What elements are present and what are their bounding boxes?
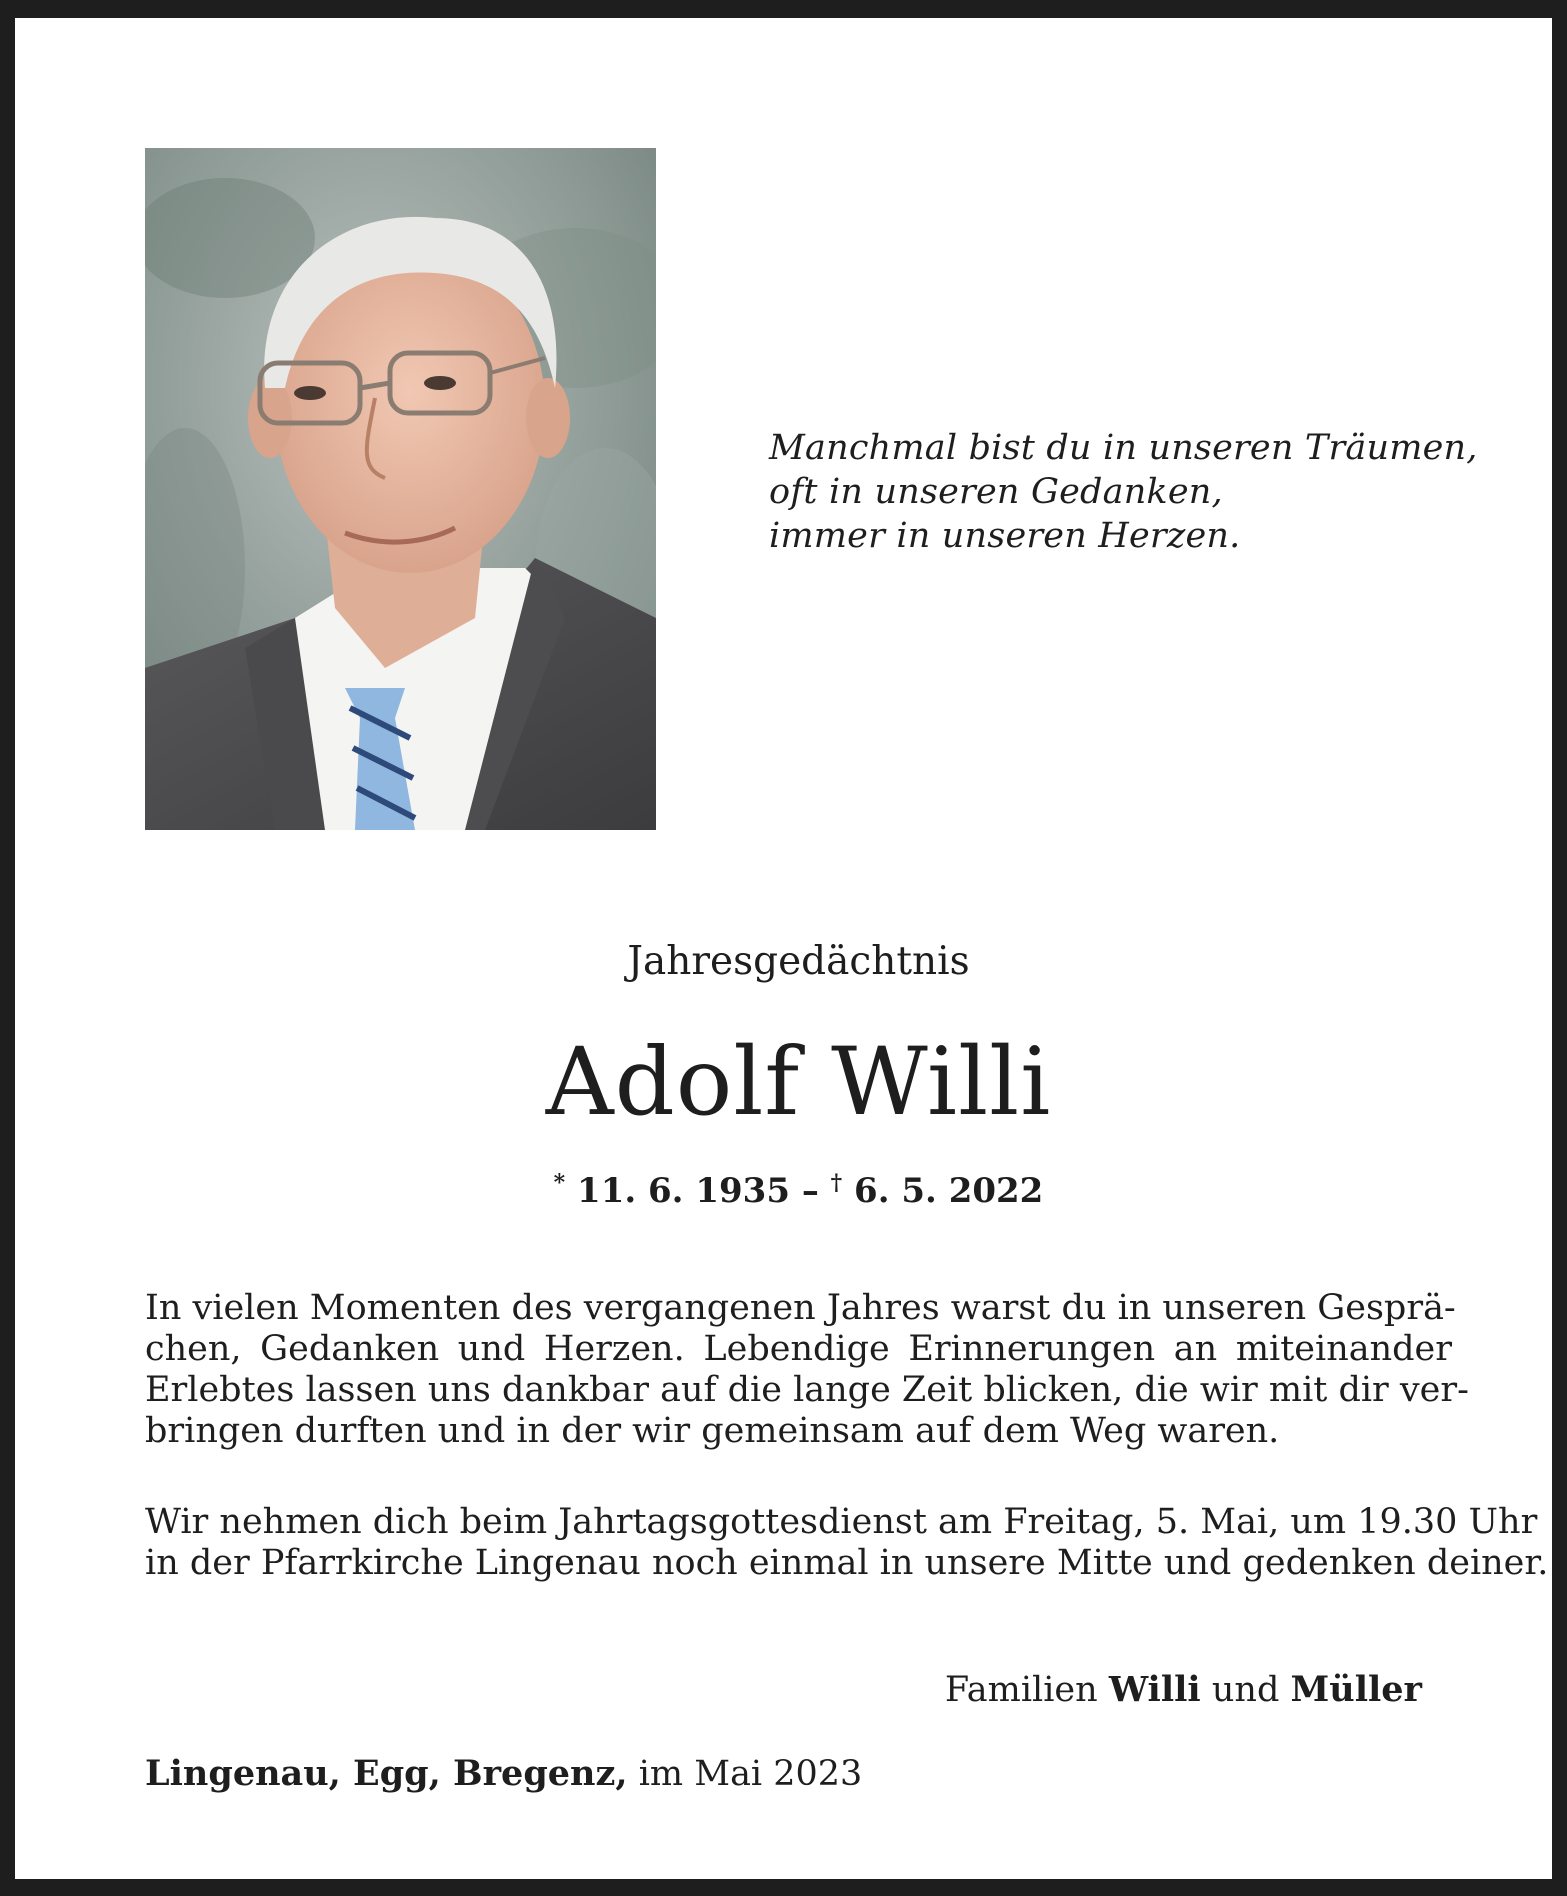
memorial-quote xyxy=(769,426,1489,558)
signature-prefix: Familien xyxy=(944,1670,1098,1710)
family-name-1: Willi xyxy=(1108,1669,1201,1710)
place-locations: Lingenau, Egg, Bregenz, xyxy=(145,1753,628,1794)
date-separator: – xyxy=(789,1171,831,1211)
paragraph-line: Erlebtes lassen uns dankbar auf die lange Zeit blicken, die wir mit dir ver- xyxy=(145,1370,1469,1410)
portrait-photo xyxy=(145,148,656,830)
quote-line: oft in unseren Gedanken, xyxy=(769,472,1223,512)
paragraph-line: in der Pfarrkirche Lingenau noch einmal in unsere Mitte und gedenken deiner. xyxy=(145,1543,1549,1583)
paragraph-line: bringen durften und in der wir gemeinsam auf dem Weg waren. xyxy=(145,1411,1280,1451)
death-symbol: † xyxy=(830,1170,843,1196)
paragraph-line: Wir nehmen dich beim Jahrtagsgottesdienst am Freitag, 5. Mai, um 19.30 Uhr xyxy=(145,1502,1538,1542)
notice-heading: Jahresgedächtnis xyxy=(627,939,970,984)
death-date: 6. 5. 2022 xyxy=(854,1171,1044,1211)
place-date xyxy=(145,1752,862,1796)
paragraph-line: chen, Gedanken und Herzen. Lebendige Erinnerungen an miteinander xyxy=(145,1329,1452,1369)
notice-date: im Mai 2023 xyxy=(638,1754,863,1794)
signature-connector: und xyxy=(1211,1670,1280,1710)
memorial-paragraph xyxy=(145,1288,1469,1452)
birth-symbol: * xyxy=(553,1170,566,1196)
service-paragraph xyxy=(145,1502,1549,1584)
life-dates xyxy=(15,1161,1567,1213)
paragraph-line: In vielen Momenten des vergangenen Jahres warst du in unseren Gesprä- xyxy=(145,1288,1456,1328)
quote-line: immer in unseren Herzen. xyxy=(769,516,1241,556)
birth-date: 11. 6. 1935 xyxy=(577,1171,790,1211)
deceased-name: Adolf Willi xyxy=(545,1028,1052,1137)
family-name-2: Müller xyxy=(1290,1669,1422,1710)
family-signature xyxy=(945,1668,1422,1712)
quote-line: Manchmal bist du in unseren Träumen, xyxy=(769,428,1478,468)
